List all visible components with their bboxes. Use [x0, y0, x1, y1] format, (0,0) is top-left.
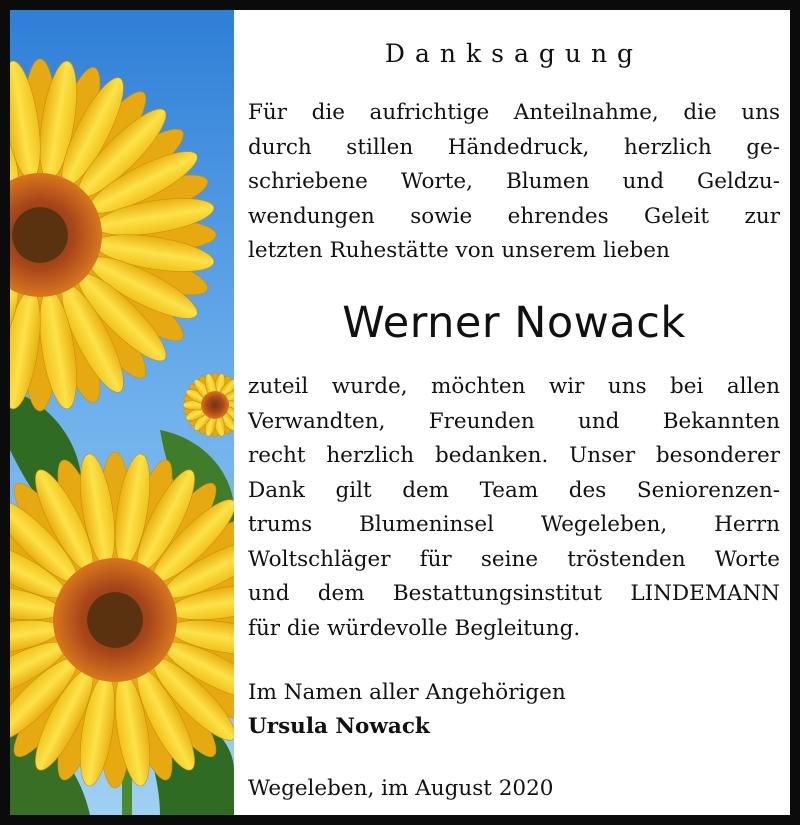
body-line: für die würdevolle Begleitung. [248, 615, 581, 641]
intro-paragraph [248, 96, 780, 269]
body-paragraph [248, 370, 780, 646]
body-line: trums Blumeninsel Wegeleben, Herrn [248, 512, 780, 537]
intro-line: durch stillen Händedruck, herzlich ge- [248, 134, 780, 160]
deceased-name: Werner Nowack [342, 298, 686, 348]
body-line: und dem Bestattungsinstitut LINDEMANN [248, 581, 780, 606]
body-line: zuteil wurde, möchten wir uns bei allen [248, 374, 780, 399]
intro-line: letzten Ruhestätte von unserem lieben [248, 238, 670, 263]
on-behalf-line: Im Namen aller Angehörigen [248, 680, 566, 705]
intro-line: Für die aufrichtige Anteilnahme, die uns [248, 100, 780, 125]
signer-name: Ursula Nowack [248, 714, 430, 739]
body-line: recht herzlich bedanken. Unser besonderer [248, 443, 780, 468]
intro-line: schriebene Worte, Blumen und Geldzu- [248, 169, 780, 194]
body-line: Woltschläger für seine tröstenden Worte [248, 546, 780, 572]
sunflower-photo [10, 10, 234, 815]
body-line: Dank gilt dem Team des Seniorenzen- [248, 477, 780, 503]
intro-line: wendungen sowie ehrendes Geleit zur [248, 203, 780, 229]
place-date: Wegeleben, im August 2020 [248, 776, 554, 801]
body-line: Verwandten, Freunden und Bekannten [248, 408, 780, 434]
heading: Danksagung [384, 39, 644, 68]
